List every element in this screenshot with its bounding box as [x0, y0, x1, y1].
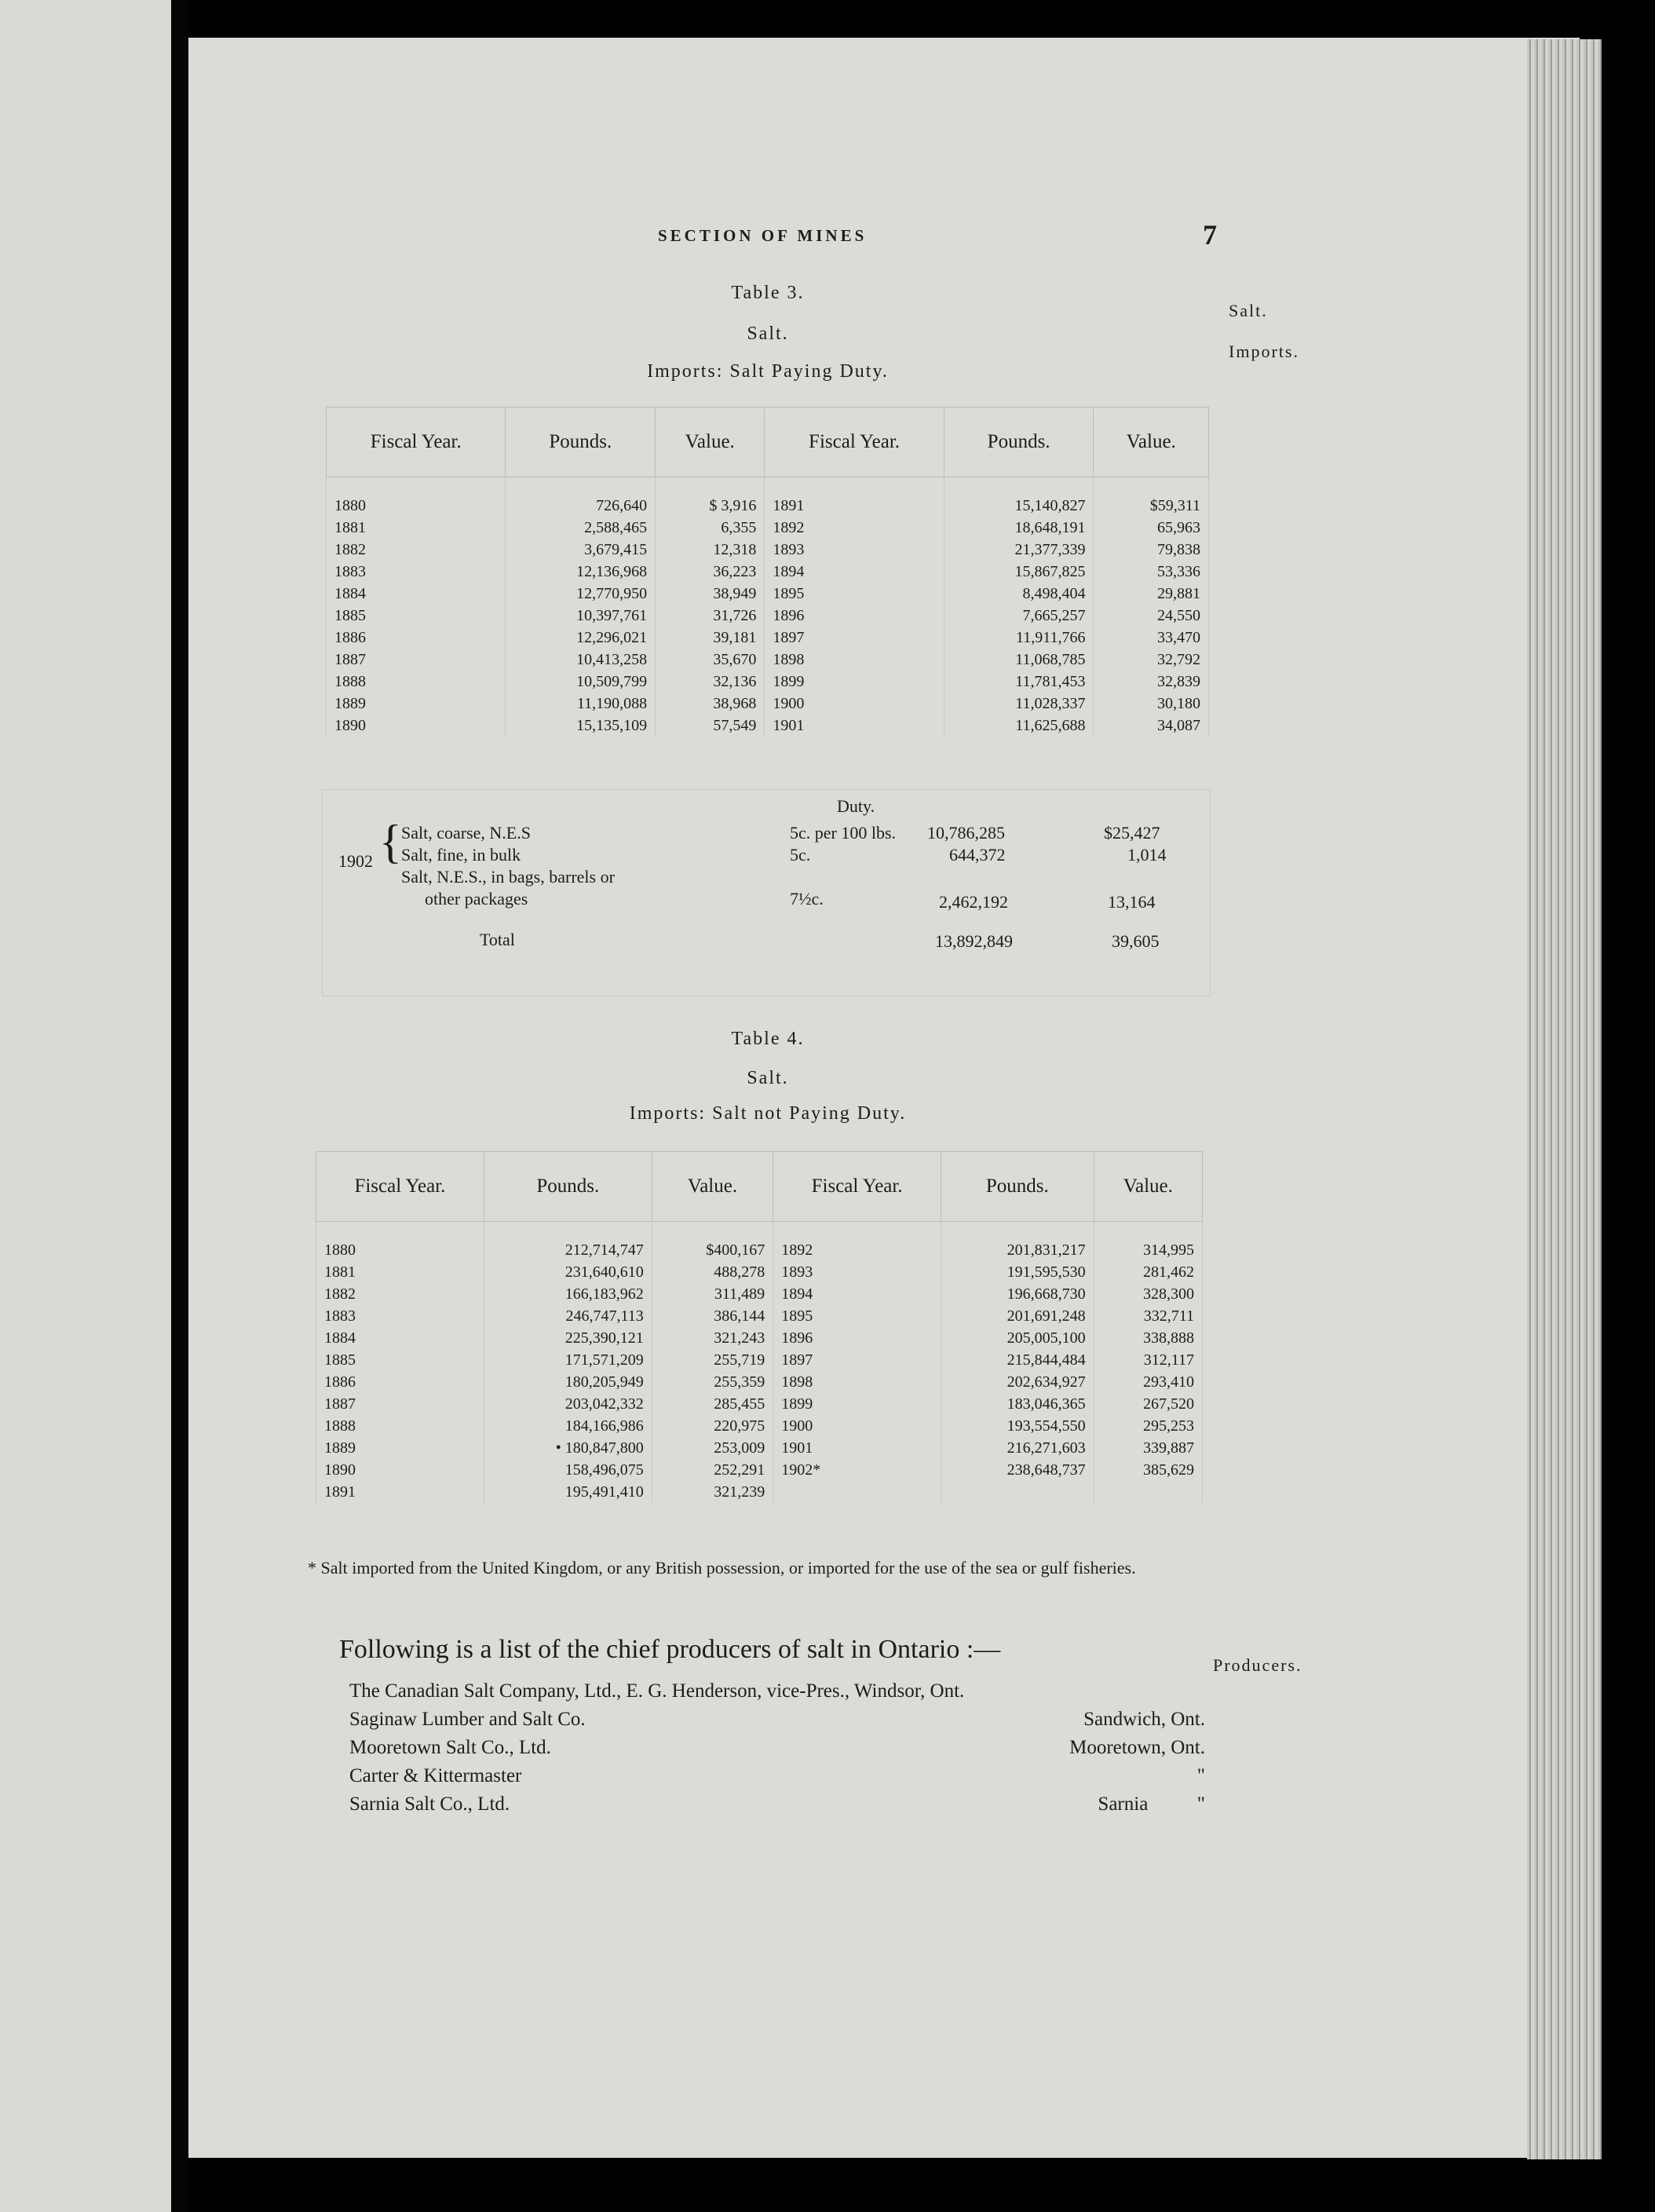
table-cell: 726,640: [506, 477, 656, 517]
table-cell: 1892: [765, 517, 944, 539]
producer-name: Carter & Kittermaster: [349, 1765, 522, 1786]
table-row: [316, 1327, 1203, 1349]
table-cell: 1886: [316, 1371, 484, 1393]
table-cell: 1885: [316, 1349, 484, 1371]
table4-footnote: * Salt imported from the United Kingdom, or any British possession, or imported for the use of the sea or gulf fisheries.: [308, 1558, 1136, 1578]
table-cell: 201,831,217: [941, 1222, 1094, 1262]
table-cell: 252,291: [652, 1459, 773, 1481]
table-cell: 38,968: [656, 693, 765, 715]
table-cell: 184,166,986: [484, 1415, 652, 1437]
table-cell: 321,243: [652, 1327, 773, 1349]
table-cell: 281,462: [1094, 1261, 1202, 1283]
previous-page-edge: [0, 0, 171, 2212]
table-row: [327, 477, 1209, 517]
producer-place: Sarnia ": [1098, 1793, 1205, 1815]
table-cell: 65,963: [1094, 517, 1209, 539]
table-cell: 29,881: [1094, 583, 1209, 605]
producer-row: [349, 1737, 1205, 1765]
page-edge-strip: [1527, 39, 1602, 2159]
table-header-row: [327, 408, 1209, 477]
duty-value: $25,427: [1104, 823, 1160, 843]
table-cell: 11,190,088: [506, 693, 656, 715]
table-row: [327, 517, 1209, 539]
table-cell: 1896: [773, 1327, 941, 1349]
table4-caption: Table 4.: [731, 1029, 805, 1049]
duty-rate: 7½c.: [790, 889, 824, 909]
table-header-row: [316, 1152, 1203, 1222]
table-cell: 1890: [327, 715, 506, 737]
table-cell: 12,136,968: [506, 561, 656, 583]
table-cell: 1893: [773, 1261, 941, 1283]
table-cell: 38,949: [656, 583, 765, 605]
table-row: [327, 715, 1209, 737]
duty-header: Duty.: [837, 796, 875, 816]
table-cell: 32,792: [1094, 649, 1209, 671]
table-cell: 225,390,121: [484, 1327, 652, 1349]
table-cell: 2,588,465: [506, 517, 656, 539]
table-cell: 195,491,410: [484, 1481, 652, 1503]
table-cell: 31,726: [656, 605, 765, 627]
table-cell: 314,995: [1094, 1222, 1202, 1262]
table-cell: 1895: [765, 583, 944, 605]
column-header: Fiscal Year.: [316, 1152, 484, 1222]
table-cell: 36,223: [656, 561, 765, 583]
table-cell: 212,714,747: [484, 1222, 652, 1262]
table3-caption: Table 3.: [731, 283, 805, 303]
table-cell: 203,042,332: [484, 1393, 652, 1415]
table-cell: $400,167: [652, 1222, 773, 1262]
producer-place: Sandwich, Ont.: [1083, 1709, 1205, 1730]
table-row: [316, 1283, 1203, 1305]
table-cell: 1886: [327, 627, 506, 649]
table-cell: 1883: [327, 561, 506, 583]
margin-note-salt: Salt.: [1229, 301, 1268, 320]
table-cell: 1882: [327, 539, 506, 561]
table-cell: 196,668,730: [941, 1283, 1094, 1305]
table-cell: 1887: [316, 1393, 484, 1415]
table-cell: 30,180: [1094, 693, 1209, 715]
table-cell: 216,271,603: [941, 1437, 1094, 1459]
table-cell: 201,691,248: [941, 1305, 1094, 1327]
column-header: Value.: [656, 408, 765, 477]
table3-duty-block: [322, 789, 1211, 996]
table-cell: 1899: [773, 1393, 941, 1415]
duty-pounds: 2,462,192: [939, 892, 1008, 912]
table-cell: 295,253: [1094, 1415, 1202, 1437]
column-header: Value.: [652, 1152, 773, 1222]
table-cell: 215,844,484: [941, 1349, 1094, 1371]
table-cell: 32,839: [1094, 671, 1209, 693]
table-row: [316, 1222, 1203, 1262]
producer-name: Mooretown Salt Co., Ltd.: [349, 1737, 551, 1758]
table-cell: 1884: [327, 583, 506, 605]
producer-row: [349, 1765, 1205, 1793]
table-cell: [1094, 1481, 1202, 1503]
page: [188, 38, 1580, 2158]
table-cell: 253,009: [652, 1437, 773, 1459]
table-cell: 1888: [316, 1415, 484, 1437]
duty-item: Salt, N.E.S., in bags, barrels or: [401, 867, 615, 887]
table-cell: 267,520: [1094, 1393, 1202, 1415]
table-cell: 1901: [773, 1437, 941, 1459]
table-cell: 11,625,688: [944, 715, 1094, 737]
table-cell: 79,838: [1094, 539, 1209, 561]
margin-note-imports: Imports.: [1229, 342, 1299, 361]
table-cell: 1888: [327, 671, 506, 693]
table-cell: 1890: [316, 1459, 484, 1481]
table-cell: 191,595,530: [941, 1261, 1094, 1283]
table-row: [327, 671, 1209, 693]
table-cell: 338,888: [1094, 1327, 1202, 1349]
table-cell: 15,867,825: [944, 561, 1094, 583]
table4-body: [316, 1222, 1203, 1504]
table-cell: 339,887: [1094, 1437, 1202, 1459]
duty-rate: 5c.: [790, 845, 811, 865]
producer-name: Saginaw Lumber and Salt Co.: [349, 1709, 586, 1730]
table-row: [327, 627, 1209, 649]
table-row: [327, 583, 1209, 605]
table-cell: 238,648,737: [941, 1459, 1094, 1481]
table-cell: 53,336: [1094, 561, 1209, 583]
table-cell: 1897: [773, 1349, 941, 1371]
producer-place: ": [1196, 1765, 1205, 1786]
table-row: [327, 561, 1209, 583]
duty-item: Salt, coarse, N.E.S: [401, 823, 531, 843]
table-cell: 57,549: [656, 715, 765, 737]
table-cell: 32,136: [656, 671, 765, 693]
table-cell: 11,781,453: [944, 671, 1094, 693]
table-cell: 166,183,962: [484, 1283, 652, 1305]
table-cell: 11,028,337: [944, 693, 1094, 715]
year-1902-label: 1902: [338, 851, 373, 871]
table3-subcaption: Salt.: [747, 324, 789, 344]
table-cell: 1891: [765, 477, 944, 517]
table-row: [316, 1415, 1203, 1437]
table-cell: 1895: [773, 1305, 941, 1327]
table-cell: 328,300: [1094, 1283, 1202, 1305]
table-cell: $ 3,916: [656, 477, 765, 517]
table-row: [327, 693, 1209, 715]
table-cell: 1898: [765, 649, 944, 671]
table3: [326, 407, 1209, 737]
table-cell: 12,318: [656, 539, 765, 561]
table-cell: 1887: [327, 649, 506, 671]
table-cell: 1883: [316, 1305, 484, 1327]
table-cell: 11,911,766: [944, 627, 1094, 649]
table-cell: 12,770,950: [506, 583, 656, 605]
table-cell: 183,046,365: [941, 1393, 1094, 1415]
table-cell: 385,629: [1094, 1459, 1202, 1481]
table-cell: 1894: [773, 1283, 941, 1305]
table-cell: 10,413,258: [506, 649, 656, 671]
table-cell: 1881: [316, 1261, 484, 1283]
table-cell: 1884: [316, 1327, 484, 1349]
table-cell: 1902*: [773, 1459, 941, 1481]
table-row: [327, 605, 1209, 627]
table-cell: 6,355: [656, 517, 765, 539]
table-cell: 246,747,113: [484, 1305, 652, 1327]
table3-subtitle: Imports: Salt Paying Duty.: [647, 361, 889, 382]
table-cell: 293,410: [1094, 1371, 1202, 1393]
table-row: [316, 1371, 1203, 1393]
table4: [316, 1151, 1203, 1503]
table-cell: 1900: [765, 693, 944, 715]
table-cell: 15,140,827: [944, 477, 1094, 517]
table-row: [316, 1305, 1203, 1327]
duty-rate: 5c. per 100 lbs.: [790, 823, 897, 843]
producer-place: Mooretown, Ont.: [1069, 1737, 1205, 1758]
table4-subcaption: Salt.: [747, 1068, 789, 1088]
table-cell: 39,181: [656, 627, 765, 649]
table-cell: 1894: [765, 561, 944, 583]
producers-intro: Following is a list of the chief producers of salt in Ontario :—: [339, 1635, 1001, 1664]
table-cell: 171,571,209: [484, 1349, 652, 1371]
table-cell: 1880: [316, 1222, 484, 1262]
table-cell: 1898: [773, 1371, 941, 1393]
duty-total-pounds: 13,892,849: [935, 931, 1013, 951]
table-cell: 202,634,927: [941, 1371, 1094, 1393]
table-row: [316, 1481, 1203, 1503]
producer-name: Sarnia Salt Co., Ltd.: [349, 1793, 510, 1815]
column-header: Value.: [1094, 408, 1209, 477]
table-cell: 1892: [773, 1222, 941, 1262]
table-cell: 11,068,785: [944, 649, 1094, 671]
table-cell: 1889: [316, 1437, 484, 1459]
table-cell: [773, 1481, 941, 1503]
table-cell: 158,496,075: [484, 1459, 652, 1481]
table-row: [327, 539, 1209, 561]
table-cell: 1882: [316, 1283, 484, 1305]
duty-total-label: Total: [480, 930, 515, 949]
table-cell: 321,239: [652, 1481, 773, 1503]
table-cell: 21,377,339: [944, 539, 1094, 561]
table-cell: 12,296,021: [506, 627, 656, 649]
column-header: Fiscal Year.: [773, 1152, 941, 1222]
duty-value: 1,014: [1127, 845, 1167, 865]
producer-name: The Canadian Salt Company, Ltd., E. G. Henderson, vice-Pres., Windsor, Ont.: [349, 1680, 965, 1702]
table-row: [327, 649, 1209, 671]
table-cell: 193,554,550: [941, 1415, 1094, 1437]
table-cell: 1901: [765, 715, 944, 737]
table-cell: 34,087: [1094, 715, 1209, 737]
duty-item: other packages: [425, 889, 528, 909]
table-row: [316, 1261, 1203, 1283]
page-number: 7: [1203, 219, 1217, 250]
table-row: [316, 1459, 1203, 1481]
column-header: Value.: [1094, 1152, 1202, 1222]
table-cell: 10,509,799: [506, 671, 656, 693]
table-cell: 231,640,610: [484, 1261, 652, 1283]
table-row: [316, 1393, 1203, 1415]
running-header: SECTION OF MINES: [658, 226, 868, 245]
producer-row: [349, 1709, 1205, 1737]
table-cell: 488,278: [652, 1261, 773, 1283]
table-cell: 1881: [327, 517, 506, 539]
table-cell: 332,711: [1094, 1305, 1202, 1327]
column-header: Pounds.: [941, 1152, 1094, 1222]
table-cell: [941, 1481, 1094, 1503]
column-header: Pounds.: [484, 1152, 652, 1222]
table-cell: 1897: [765, 627, 944, 649]
table-cell: 33,470: [1094, 627, 1209, 649]
producers-list: [349, 1680, 1205, 1822]
table-row: [316, 1437, 1203, 1459]
table-cell: 1891: [316, 1481, 484, 1503]
column-header: Pounds.: [506, 408, 656, 477]
table-cell: 24,550: [1094, 605, 1209, 627]
table-cell: 3,679,415: [506, 539, 656, 561]
duty-pounds: 10,786,285: [927, 823, 1005, 843]
table-cell: 1893: [765, 539, 944, 561]
table-cell: 8,498,404: [944, 583, 1094, 605]
producer-row: [349, 1680, 1205, 1709]
brace-glyph: {: [379, 816, 402, 868]
table3-body: [327, 477, 1209, 737]
table-cell: 312,117: [1094, 1349, 1202, 1371]
table-cell: 386,144: [652, 1305, 773, 1327]
table-cell: 18,648,191: [944, 517, 1094, 539]
table-cell: 1880: [327, 477, 506, 517]
table-cell: 1885: [327, 605, 506, 627]
table-cell: 285,455: [652, 1393, 773, 1415]
table-cell: 205,005,100: [941, 1327, 1094, 1349]
table-cell: $59,311: [1094, 477, 1209, 517]
duty-value: 13,164: [1108, 892, 1156, 912]
table-cell: 1900: [773, 1415, 941, 1437]
table-cell: 1899: [765, 671, 944, 693]
book-gutter: [171, 0, 188, 2212]
table4-subtitle: Imports: Salt not Paying Duty.: [629, 1103, 907, 1124]
column-header: Fiscal Year.: [765, 408, 944, 477]
table-cell: 7,665,257: [944, 605, 1094, 627]
table-cell: 1889: [327, 693, 506, 715]
column-header: Fiscal Year.: [327, 408, 506, 477]
duty-pounds: 644,372: [949, 845, 1006, 865]
table-row: [316, 1349, 1203, 1371]
table-cell: 311,489: [652, 1283, 773, 1305]
table-cell: 255,359: [652, 1371, 773, 1393]
table-cell: 255,719: [652, 1349, 773, 1371]
table-cell: 220,975: [652, 1415, 773, 1437]
producer-row: [349, 1793, 1205, 1822]
table-cell: 1896: [765, 605, 944, 627]
table-cell: 180,205,949: [484, 1371, 652, 1393]
duty-total-value: 39,605: [1112, 931, 1160, 951]
margin-note-producers: Producers.: [1213, 1655, 1302, 1675]
table-cell: 35,670: [656, 649, 765, 671]
duty-item: Salt, fine, in bulk: [401, 845, 521, 865]
column-header: Pounds.: [944, 408, 1094, 477]
table-cell: • 180,847,800: [484, 1437, 652, 1459]
table-cell: 10,397,761: [506, 605, 656, 627]
table-cell: 15,135,109: [506, 715, 656, 737]
